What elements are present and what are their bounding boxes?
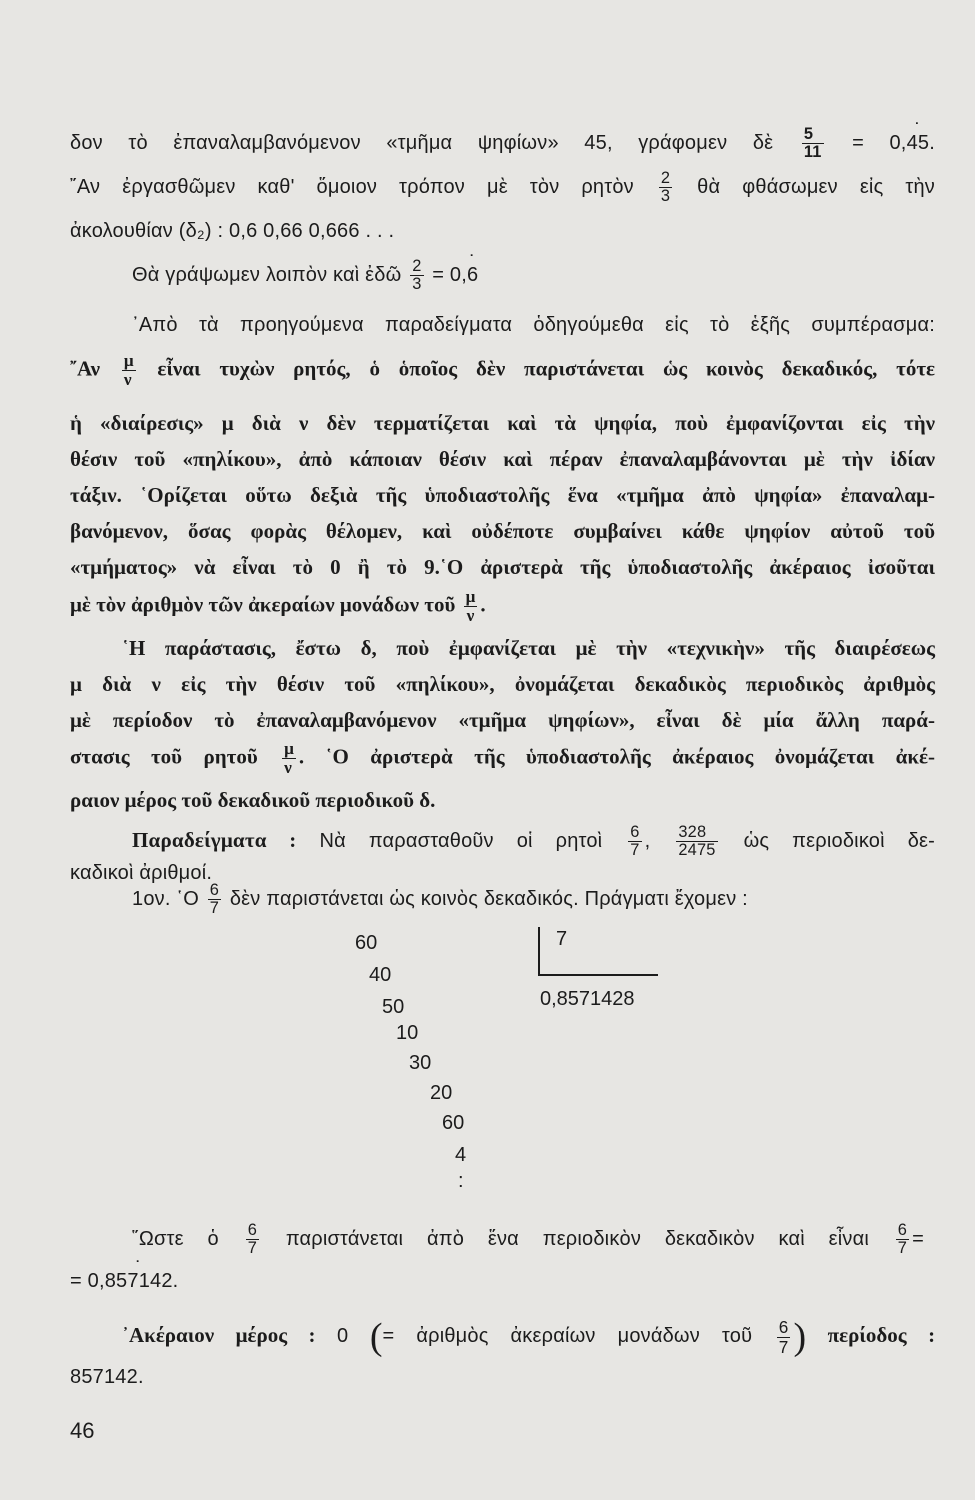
text-line-15: μὲ περίοδον τὸ ἐπαναλαμβανόμενον «τμῆμα ψηφίων», εἶναι δὲ μία ἄλλη παρά- [70, 708, 935, 732]
fraction-5-11: $\frac{5}{11}$ [803, 125, 822, 162]
remainder: 40 [369, 964, 392, 986]
divisor: 7 [556, 928, 568, 950]
repeating-digits: 857142 ˙ [105, 1270, 173, 1292]
repeating-digits: 45 ˙ [907, 132, 930, 154]
text-line-21: ῞Ωστε ὁ $\frac{6}{7}$ παριστάνεται ἀπὸ ἕνα περιοδικὸν δεκαδικὸν καὶ εἶναι $\frac{6}{7}$ = [132, 1221, 925, 1258]
text-line-20: 1ον. ῾Ο $\frac{6}{7}$ δὲν παριστάνεται ὡς κοινὸς δεκαδικός. Πράγματι ἔχομεν : [132, 881, 748, 918]
repeating-digits: 6 ˙ [467, 264, 478, 286]
remainder: 60 [442, 1112, 465, 1134]
text-line-9: τάξιν. ῾Ορίζεται οὕτω δεξιὰ τῆς ὑποδιαστολῆς ἕνα «τμῆμα ἀπὸ ψηφία» ἐπαναλαμ- [70, 483, 935, 507]
remainder: 10 [396, 1022, 419, 1044]
text-line-22: = 0,857142 ˙. [70, 1270, 935, 1293]
remainder: 4 [455, 1144, 467, 1166]
text-line-6: ῎Αν $\frac{\mu}{\nu}$ εἶναι τυχὼν ρητός, ὁ ὁποῖος δὲν παριστάνεται ὡς κοινὸς δεκαδικός, τότε [70, 351, 935, 390]
text-line-17: ραιον μέρος τοῦ δεκαδικοῦ περιοδικοῦ δ. [70, 788, 436, 812]
text-line-5: ᾿Απὸ τὰ προηγούμενα παραδείγματα ὁδηγούμεθα εἰς τὸ ἑξῆς συμπέρασμα: [132, 314, 935, 336]
text-line-24: 857142. [70, 1366, 144, 1388]
remainder: 30 [409, 1052, 432, 1074]
division-bracket-horizontal [538, 974, 658, 976]
text-line-8: θέσιν τοῦ «πηλίκου», ἀπὸ κάποιαν θέσιν καὶ πέραν ἐπαναλαμβάνονται μὲ τὴν ἰδίαν [70, 447, 935, 471]
fraction-6-7: $\frac{6}{7}$ [778, 1317, 789, 1357]
division-bracket-vertical [538, 927, 540, 975]
text-line-23: ᾿Ακέραιον μέρος : 0 (= ἀριθμὸς ἀκεραίων μονάδων τοῦ $\frac{6}{7}$ ) περίοδος : [122, 1316, 936, 1358]
text-line-11: «τμήματος» νὰ εἶναι τὸ 0 ἢ τὸ 9.῾Ο ἀριστερὰ τῆς ὑποδιαστολῆς ἀκέραιος ἰσοῦται [70, 555, 935, 579]
remainder: 50 [382, 996, 405, 1018]
remainder: 60 [355, 932, 378, 954]
fraction-6-7: $\frac{6}{7}$ [247, 1221, 258, 1258]
text-line-10: βανόμενον, ὅσας φορὰς θέλομεν, καὶ οὐδέποτε συμβαίνει κάθε ψηφίον αὐτοῦ τοῦ [70, 519, 935, 543]
text-line-18: Παραδείγματα : Νὰ παρασταθοῦν οἱ ρητοὶ $\frac{6}{7}$ , $\frac{328}{2475}$ ὡς περιοδικοὶ δε- [132, 823, 936, 860]
text-line-4: Θὰ γράψωμεν λοιπὸν καὶ ἐδῶ $\frac{2}{3}$ = 0,6 ˙ [132, 258, 935, 293]
right-paren: ) [793, 1316, 807, 1358]
period-label: περίοδος : [827, 1322, 936, 1347]
text-line-14: μ διὰ ν εἰς τὴν θέσιν τοῦ «πηλίκου», ὀνομάζεται δεκαδικὸς περιοδικὸς ἀριθμὸς [70, 672, 935, 696]
text-line-13: ῾Η παράστασις, ἔστω δ, ποὺ ἐμφανίζεται μὲ τὴν «τεχνικὴν» τῆς διαιρέσεως [122, 636, 935, 660]
text-line-12: μὲ τὸν ἀριθμὸν τῶν ἀκεραίων μονάδων τοῦ $\frac{\mu}{\nu}$ . [70, 587, 486, 626]
fraction-6-7: $\frac{6}{7}$ [209, 881, 220, 918]
remainder: : [458, 1170, 464, 1192]
integer-part-label: ᾿Ακέραιον μέρος : [122, 1322, 316, 1347]
text-line-2: ῎Αν ἐργασθῶμεν καθ' ὅμοιον τρόπον μὲ τὸν ρητὸν $\frac{2}{3}$ θὰ φθάσωμεν εἰς τὴν [70, 169, 935, 206]
quotient: 0,8571428 [540, 988, 635, 1010]
fraction-mu-nu: $\frac{\mu}{\nu}$ [123, 351, 134, 390]
left-paren: ( [369, 1316, 383, 1358]
text-line-7: ἡ «διαίρεσις» μ διὰ ν δὲν τερματίζεται καὶ τὰ ψηφία, ποὺ ἐμφανίζονται εἰς τὴν [70, 411, 935, 435]
fraction-328-2475: $\frac{328}{2475}$ [678, 823, 716, 860]
text-line-1: δον τὸ ἐπαναλαμβανόμενον «τμῆμα ψηφίων» 45, γράφομεν δὲ $\frac{5}{11}$ = 0,45 ˙. [70, 126, 935, 161]
fraction-6-7: $\frac{6}{7}$ [630, 823, 640, 860]
fraction-6-7: $\frac{6}{7}$ [897, 1221, 908, 1258]
remainder: 20 [430, 1082, 453, 1104]
text-line-3: ἀκολουθίαν (δ₂) : 0,6 0,66 0,666 . . . [70, 220, 395, 242]
text-line-19: καδικοὶ ἀριθμοί. [70, 862, 213, 884]
text-line-16: στασις τοῦ ρητοῦ $\frac{\mu}{\nu}$ . ῾Ο ἀριστερὰ τῆς ὑποδιαστολῆς ἀκέραιος ὀνομάζεται ἀκέ- [70, 739, 935, 778]
page-number: 46 [70, 1418, 95, 1443]
fraction-mu-nu: $\frac{\mu}{\nu}$ [284, 739, 294, 778]
fraction-2-3: $\frac{2}{3}$ [412, 257, 422, 294]
fraction-mu-nu: $\frac{\mu}{\nu}$ [465, 587, 476, 626]
fraction-2-3: $\frac{2}{3}$ [660, 169, 671, 206]
examples-label: Παραδείγματα : [132, 828, 297, 852]
